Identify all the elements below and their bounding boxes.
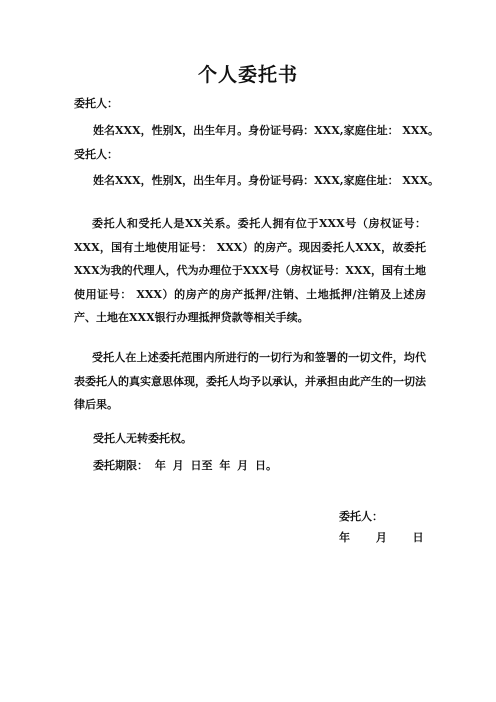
document-title: 个人委托书 [197, 64, 298, 86]
agent-info: 姓名XXX，性别X，出生年月。身份证号码：XXX,家庭住址： XXX。 [93, 174, 440, 187]
delegation-term: 委托期限： 年 月 日至 年 月 日。 [93, 459, 277, 472]
agent-label: 受托人： [74, 148, 118, 161]
effect-paragraph: 受托人在上述委托范围内所进行的一切行为和签署的一切文件，均代表委托人的真实意思体现，委托人均予以承认，并承担由此产生的一切法律后果。 [74, 351, 426, 411]
relationship-paragraph: 委托人和受托人是XX关系。委托人拥有位于XXX号（房权证号：XXX，国有土地使用证号： XXX）的房产。现因委托人XXX，故委托XXX为我的代理人，代为办理位于XXX号（房权证号：XXX，国有土地使用证号： XXX）的房产的房产抵押/注销、土地抵押/注销及上述房产、土地在XXX银行办理抵押贷款等相关手续。 [74, 217, 426, 324]
principal-label: 委托人： [74, 97, 118, 110]
signature-label: 委托人： [339, 510, 383, 523]
no-sub-delegation-clause: 受托人无转委托权。 [93, 432, 192, 445]
principal-info: 姓名XXX，性别X，出生年月。身份证号码：XXX,家庭住址： XXX。 [93, 124, 440, 137]
signature-date: 年 月 日 [339, 531, 424, 544]
